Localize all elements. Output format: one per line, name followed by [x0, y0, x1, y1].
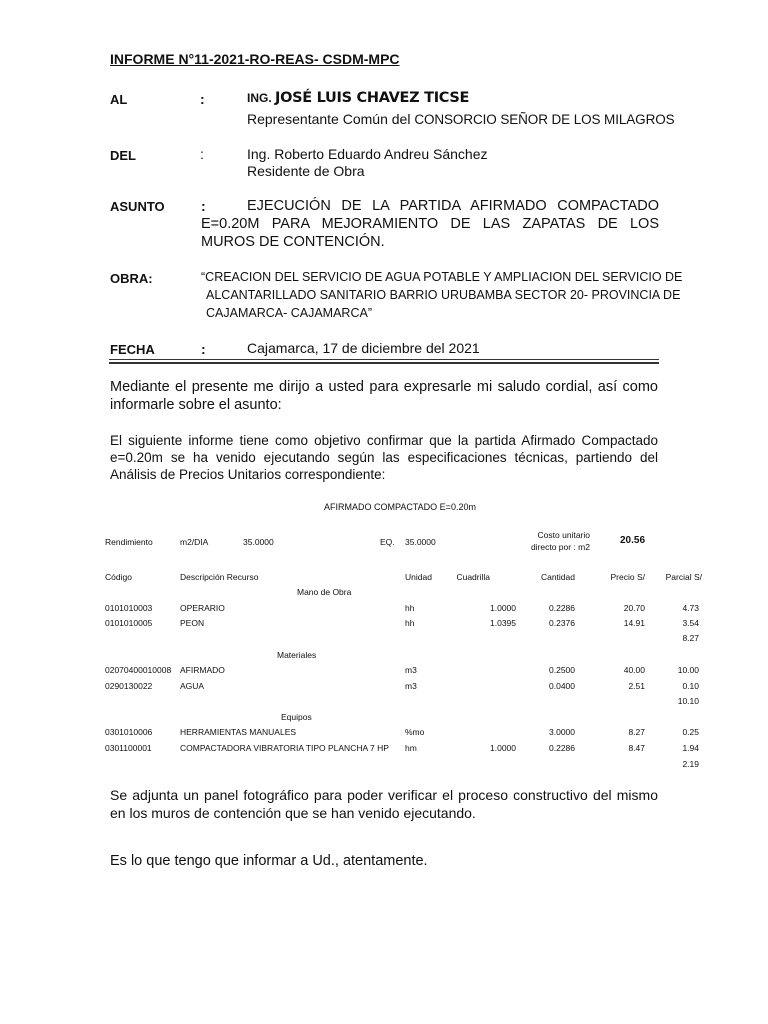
apu-section-materiales: Materiales [277, 650, 317, 660]
apu-rend-label: Rendimiento [105, 537, 153, 547]
header-divider-thin [109, 359, 659, 360]
attachment-paragraph: Se adjunta un panel fotográfico para poder verificar el proceso constructivo del mismo en los muros de contención que se han venido ejecutando. [110, 787, 658, 821]
row-parcial: 0.10 [682, 681, 699, 691]
row-precio: 20.70 [623, 603, 645, 613]
apu-col-unidad: Unidad [405, 572, 432, 582]
apu-rend-unit: m2/DIA [180, 537, 209, 547]
apu-section-equipos: Equipos [281, 712, 312, 722]
row-precio: 14.91 [623, 618, 645, 628]
apu-col-precio: Precio S/ [610, 572, 645, 582]
row-cuadrilla: 1.0000 [490, 603, 516, 613]
row-parcial: 4.73 [682, 603, 699, 613]
al-role-consortium: CONSORCIO SEÑOR DE LOS MILAGROS [414, 112, 675, 127]
row-descripcion: OPERARIO [180, 603, 225, 613]
al-name [247, 89, 469, 107]
row-cuadrilla: 1.0000 [490, 743, 516, 753]
row-descripcion: AGUA [180, 681, 205, 691]
del-role: Residente de Obra [247, 163, 365, 179]
row-descripcion: HERRAMIENTAS MANUALES [180, 727, 297, 737]
row-unidad: m3 [405, 681, 417, 691]
apu-section-mano-obra: Mano de Obra [297, 587, 352, 597]
apu-cost-value: 20.56 [620, 535, 646, 546]
apu-rend-value: 35.0000 [243, 537, 274, 547]
row-precio: 40.00 [623, 665, 645, 675]
report-title: INFORME N°11-2021-RO-REAS- CSDM-MPC [110, 51, 400, 67]
row-parcial: 10.00 [677, 665, 699, 675]
apu-subtotal-materiales: 10.10 [677, 696, 699, 706]
al-label: AL [110, 92, 128, 107]
del-name: Ing. Roberto Eduardo Andreu Sánchez [247, 146, 488, 162]
apu-col-parcial: Parcial S/ [665, 572, 702, 582]
row-descripcion: PEON [180, 618, 205, 628]
obra-line-3: CAJAMARCA- CAJAMARCA” [206, 306, 372, 320]
obra-line-2: ALCANTARILLADO SANITARIO BARRIO URUBAMBA SECTOR 20- PROVINCIA DE [206, 288, 681, 302]
apu-col-codigo: Código [105, 572, 132, 582]
apu-col-cuadrilla: Cuadrilla [456, 572, 490, 582]
asunto-label: ASUNTO [110, 199, 165, 214]
asunto-text: EJECUCIÓN DE LA PARTIDA AFIRMADO COMPACTADO E=0.20M PARA MEJORAMIENTO DE LAS ZAPATAS DE LOS MUROS DE CONTENCIÓN. [201, 198, 659, 250]
al-role [247, 111, 675, 127]
apu-cost-label-1: Costo unitario [537, 530, 590, 540]
apu-subtotal-equipos: 2.19 [682, 759, 699, 769]
row-unidad: hh [405, 618, 415, 628]
al-name-text: JOSÉ LUIS CHAVEZ TICSE [275, 90, 470, 106]
fecha-label: FECHA [110, 342, 155, 357]
row-codigo: 0301100001 [105, 743, 152, 753]
row-codigo: 0101010003 [105, 603, 153, 613]
row-codigo: 02070400010008 [105, 665, 172, 675]
apu-cost-label-2: directo por : m2 [530, 542, 590, 552]
row-cuadrilla: 1.0395 [490, 618, 516, 628]
header-divider-thick [109, 362, 659, 364]
fecha-colon: : [201, 341, 206, 357]
al-name-prefix: ING. [247, 91, 276, 105]
apu-col-cantidad: Cantidad [540, 572, 575, 582]
row-parcial: 3.54 [682, 618, 699, 628]
obra-label: OBRA: [110, 271, 153, 286]
row-parcial: 0.25 [682, 727, 699, 737]
del-label: DEL [110, 148, 136, 163]
row-precio: 8.27 [628, 727, 645, 737]
row-precio: 8.47 [628, 743, 645, 753]
apu-col-descripcion: Descripción Recurso [180, 572, 259, 582]
row-cantidad: 0.2376 [549, 618, 575, 628]
row-unidad: m3 [405, 665, 417, 675]
obra-line-1: “CREACION DEL SERVICIO DE AGUA POTABLE Y AMPLIACION DEL SERVICIO DE [201, 270, 683, 284]
intro-paragraph: Mediante el presente me dirijo a usted para expresarle mi saludo cordial, así como informarle sobre el asunto: [110, 379, 658, 413]
row-parcial: 1.94 [682, 743, 699, 753]
row-cantidad: 0.0400 [549, 681, 575, 691]
apu-subtotal-mano-obra: 8.27 [682, 633, 699, 643]
row-precio: 2.51 [628, 681, 645, 691]
closing-paragraph: Es lo que tengo que informar a Ud., atentamente. [110, 853, 428, 869]
apu-title: AFIRMADO COMPACTADO E=0.20m [324, 502, 476, 512]
apu-eq-label: EQ. [380, 537, 395, 547]
row-codigo: 0301010006 [105, 727, 153, 737]
asunto-colon: : [201, 198, 206, 214]
row-unidad: %mo [405, 727, 425, 737]
objective-paragraph: El siguiente informe tiene como objetivo confirmar que la partida Afirmado Compactado e=0.20m se ha venido ejecutando según las especificaciones técnicas, partiendo del Análisis de Precios Unitarios correspondiente: [110, 433, 658, 482]
row-codigo: 0101010005 [105, 618, 153, 628]
apu-eq-value: 35.0000 [405, 537, 436, 547]
row-descripcion: COMPACTADORA VIBRATORIA TIPO PLANCHA 7 HP [180, 743, 389, 753]
row-cantidad: 0.2500 [549, 665, 575, 675]
row-cantidad: 3.0000 [549, 727, 575, 737]
al-role-text: Representante Común del [247, 111, 415, 127]
al-colon: : [200, 91, 205, 107]
row-cantidad: 0.2286 [549, 603, 575, 613]
del-colon: : [200, 146, 204, 162]
row-codigo: 0290130022 [105, 681, 153, 691]
row-cantidad: 0.2286 [549, 743, 575, 753]
row-unidad: hm [405, 743, 417, 753]
row-descripcion: AFIRMADO [180, 665, 225, 675]
row-unidad: hh [405, 603, 415, 613]
fecha-value: Cajamarca, 17 de diciembre del 2021 [247, 340, 480, 356]
